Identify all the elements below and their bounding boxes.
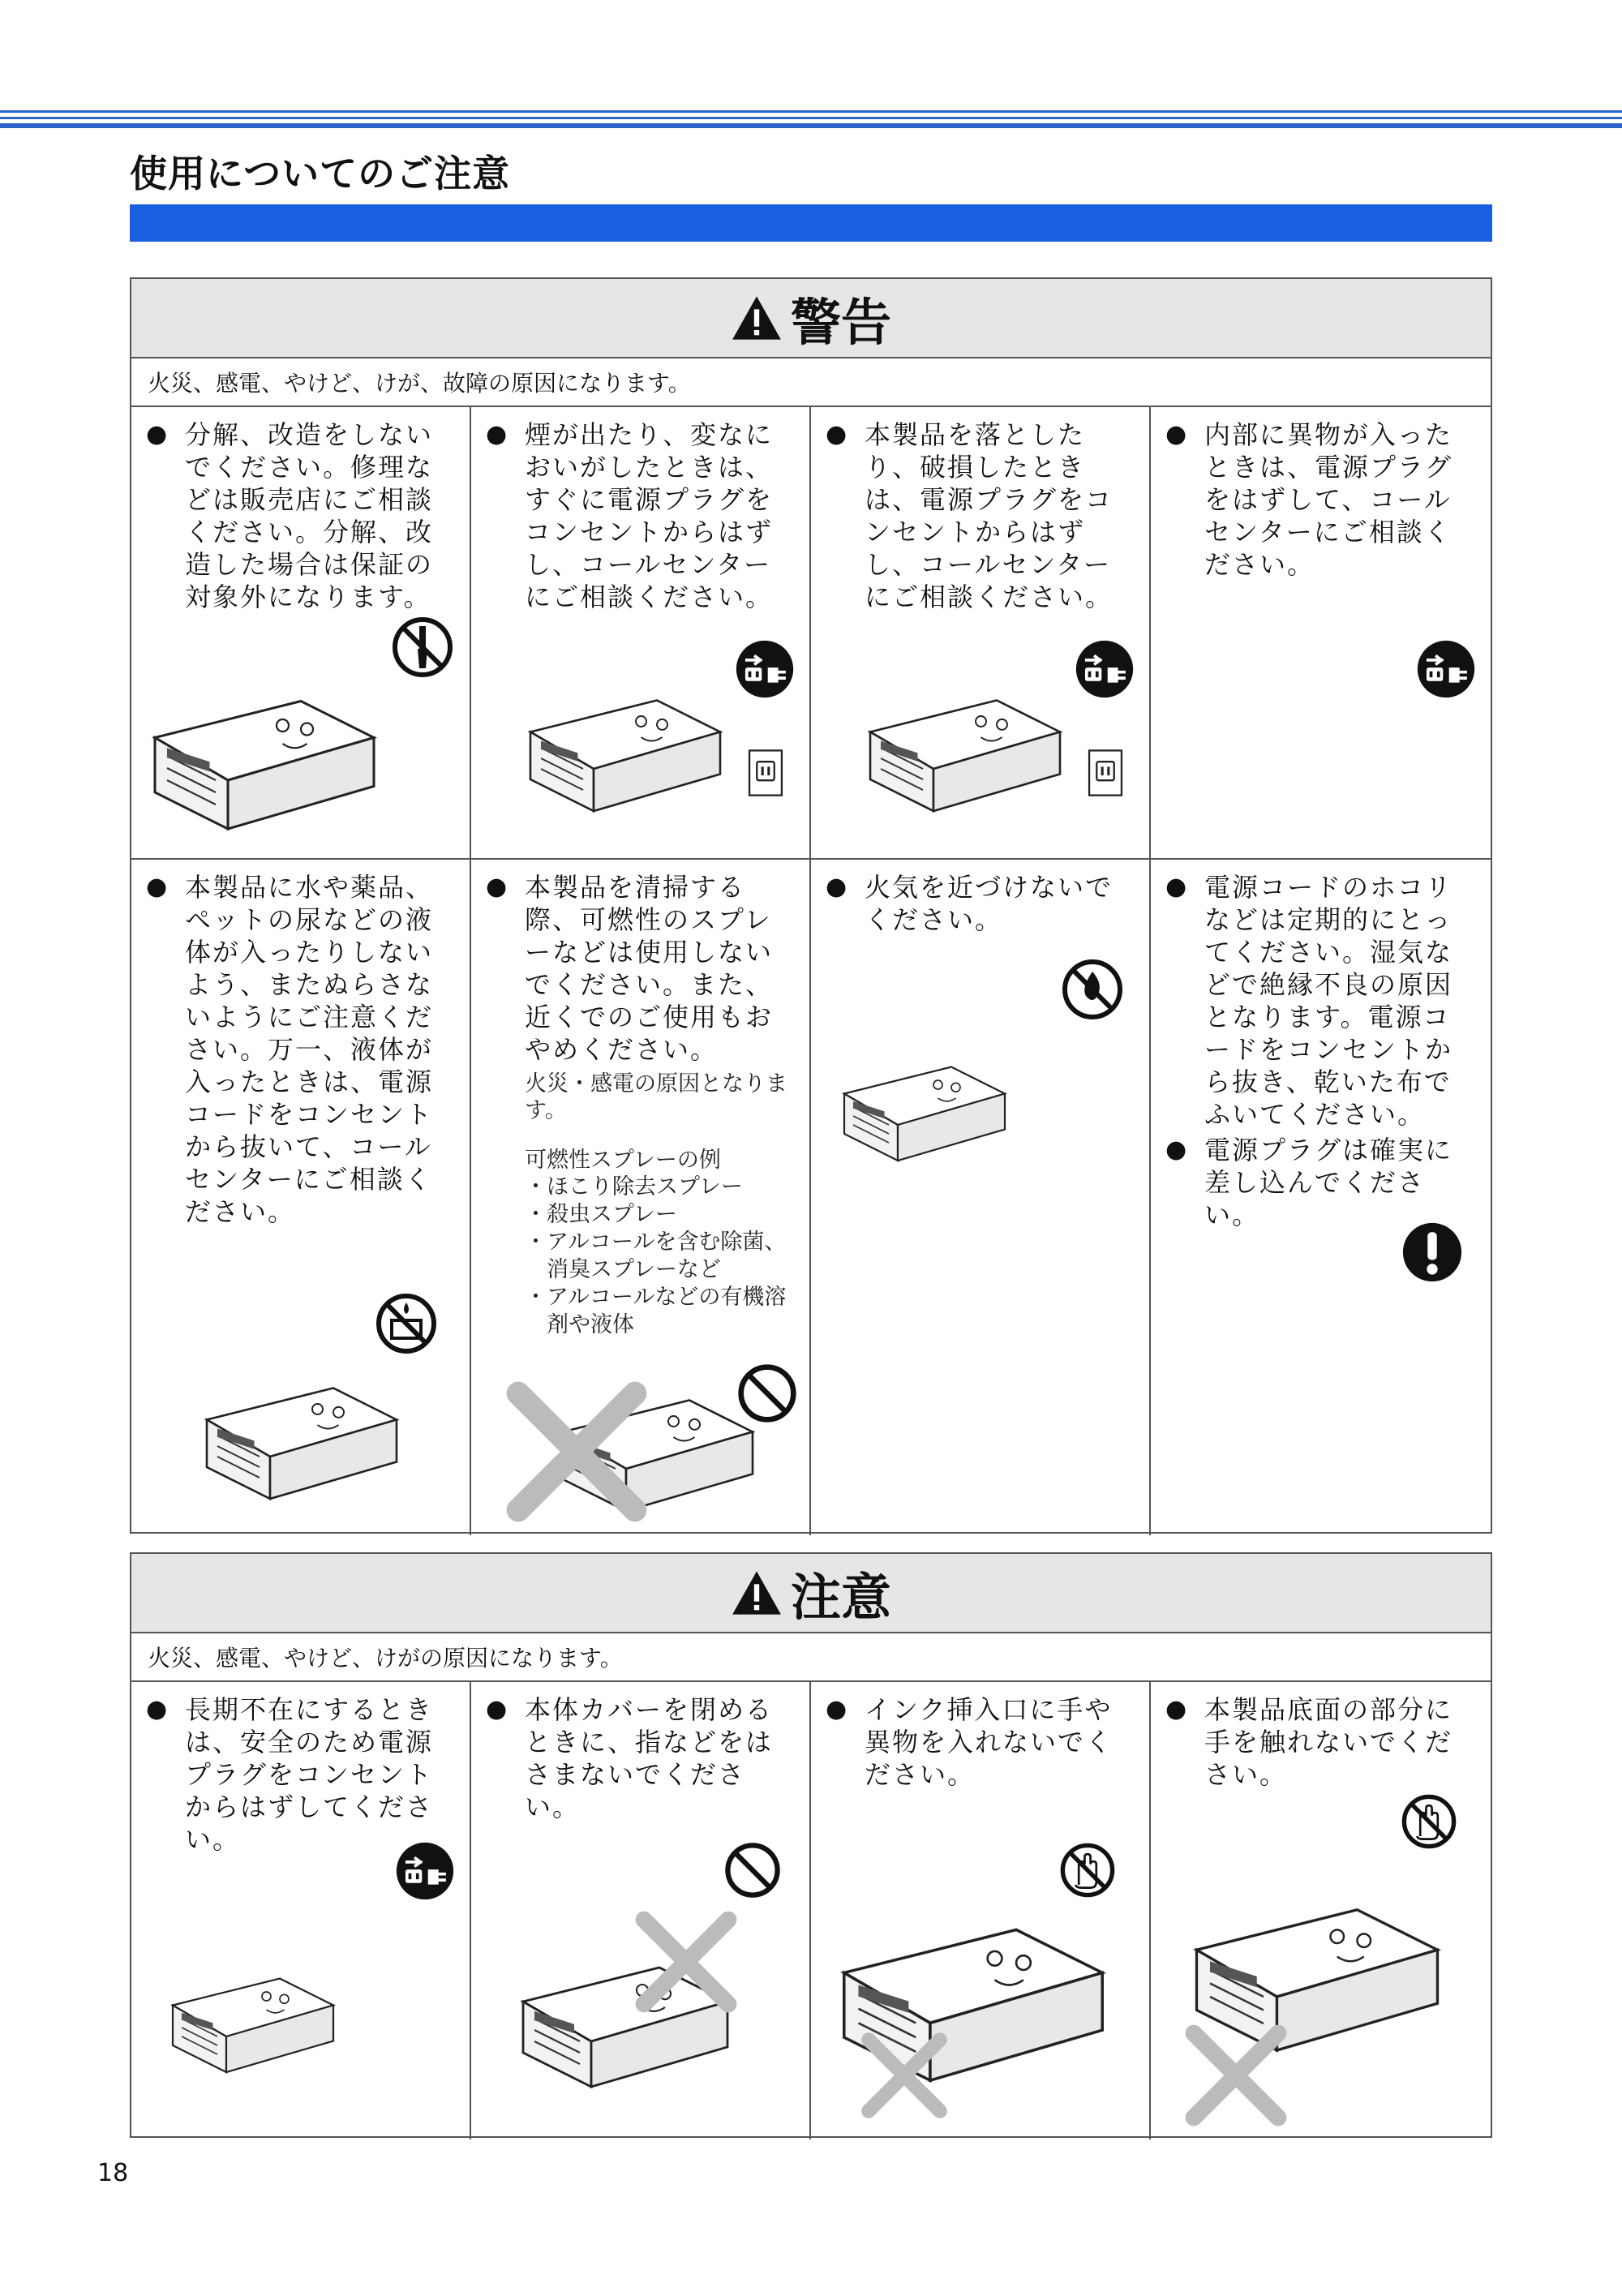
warning-item-smoke: ● 煙が出たり、変なにおいがしたときは、すぐに電源プラグをコンセントからはずし、コールセンターにご相談ください。 — [471, 407, 811, 860]
outlet-illustration — [747, 748, 784, 798]
spray-list-title: 可燃性スプレーの例 — [525, 1148, 721, 1173]
caution-item-bottom: ● 本製品底面の部分に手を触れないでください。 — [1151, 1682, 1491, 2139]
caution-subtitle: 火災、感電、やけど、けがの原因になります。 — [131, 1633, 1491, 1682]
warning-item-fire: ● 火気を近づけないでください。 — [811, 860, 1151, 1535]
outlet-illustration — [1087, 748, 1124, 798]
warning-item-foreign-object: ● 内部に異物が入ったときは、電源プラグをはずして、コールセンターにご相談ください。 — [1151, 407, 1491, 860]
page-number: 18 — [97, 2159, 129, 2187]
caution-item-ink-slot: ● インク挿入口に手や異物を入れないでください。 — [811, 1682, 1151, 2139]
bullet-icon: ● — [1165, 420, 1189, 448]
warning-subtitle: 火災、感電、やけど、けが、故障の原因になります。 — [131, 358, 1491, 407]
prohibited-icon — [723, 1841, 782, 1899]
header-rule — [0, 110, 1622, 113]
header-rule — [0, 117, 1622, 119]
bullet-icon: ● — [826, 420, 849, 448]
caution-header — [131, 1554, 1491, 1633]
bullet-icon: ● — [1165, 873, 1189, 901]
x-mark-illustration — [633, 1909, 739, 2015]
warning-item-liquid: ● 本製品に水や薬品、ペットの尿などの液体が入ったりしないよう、またぬらさないようにご注意ください。万一、液体が入ったときは、電源コードをコンセントから抜いて、コールセンターにご相談ください。 — [131, 860, 471, 1535]
x-mark-illustration — [1183, 2023, 1289, 2128]
no-disassembly-icon — [390, 615, 455, 680]
printer-illustration — [520, 675, 731, 821]
caution-title: 注意 — [790, 1567, 891, 1627]
warning-header — [131, 279, 1491, 358]
list-item: ・ 殺虫スプレー — [525, 1202, 677, 1227]
no-touch-icon — [1400, 1792, 1458, 1851]
warning-item-spray: ● 本製品を清掃する際、可燃性のスプレーなどは使用しないでください。また、近くでのご使用もおやめください。 火災・感電の原因となります。 可燃性スプレーの例 ・ ほこり除去スプレー ・ 殺虫スプレー ・ アルコールを含む除菌、消臭スプレーなど ・ アルコールなどの有機溶剤や液体 — [471, 860, 811, 1535]
printer-illustration — [164, 1958, 342, 2079]
unplug-icon — [1416, 639, 1476, 699]
warning-item-dropped: ● 本製品を落としたり、破損したときは、電源プラグをコンセントからはずし、コールセンターにご相談ください。 — [811, 407, 1151, 860]
x-mark-illustration — [860, 2031, 949, 2120]
unplug-icon — [395, 1841, 455, 1901]
warning-item-cord: ● 電源コードのホコリなどは定期的にとってください。湿気などで絶縁不良の原因となります。電源コードをコンセントから抜き、乾いた布でふいてください。 ● 電源プラグは確実に差し込んでください。 — [1151, 860, 1491, 1535]
mandatory-icon — [1401, 1221, 1463, 1283]
warning-item-disassembly: ● 分解、改造をしないでください。修理などは販売店にご相談ください。分解、改造した場合は保証の対象外になります。 — [131, 407, 471, 860]
bullet-icon: ● — [1165, 1135, 1189, 1164]
no-fire-icon — [1060, 957, 1125, 1022]
x-mark-illustration — [504, 1379, 650, 1525]
bullet-icon: ● — [826, 1695, 849, 1723]
bullet-icon: ● — [486, 420, 509, 448]
no-touch-icon — [1058, 1841, 1117, 1899]
bullet-icon: ● — [1165, 1695, 1189, 1723]
title-bar — [130, 204, 1492, 242]
bullet-icon: ● — [146, 873, 169, 901]
list-item: ・ ほこり除去スプレー — [525, 1174, 743, 1199]
bullet-icon: ● — [146, 1695, 169, 1723]
warning-triangle-icon — [731, 1569, 783, 1616]
warning-triangle-icon — [731, 294, 783, 341]
unplug-icon — [735, 639, 795, 699]
bullet-icon: ● — [486, 873, 509, 901]
printer-illustration — [860, 675, 1071, 821]
bullet-icon: ● — [146, 420, 169, 448]
list-item: ・ アルコールを含む除菌、消臭スプレーなど — [525, 1230, 787, 1282]
caution-panel — [130, 1552, 1492, 2138]
printer-illustration — [196, 1363, 407, 1508]
bullet-icon: ● — [486, 1695, 509, 1723]
warning-panel — [130, 277, 1492, 1534]
caution-item-cover: ● 本体カバーを閉めるときに、指などをはさまないでください。 — [471, 1682, 811, 2139]
printer-illustration — [835, 1046, 1014, 1168]
page-title: 使用についてのご注意 — [130, 152, 511, 195]
no-wet-icon — [374, 1291, 439, 1356]
caution-item-absence: ● 長期不在にするときは、安全のため電源プラグをコンセントからはずしてください。 — [131, 1682, 471, 2139]
unplug-icon — [1075, 639, 1135, 699]
warning-title: 警告 — [790, 292, 891, 352]
printer-illustration — [143, 675, 386, 837]
spray-note: 火災・感電の原因となります。 — [525, 1071, 787, 1123]
list-item: ・ アルコールなどの有機溶剤や液体 — [525, 1285, 787, 1337]
header-rule — [0, 123, 1622, 128]
bullet-icon: ● — [826, 873, 849, 901]
